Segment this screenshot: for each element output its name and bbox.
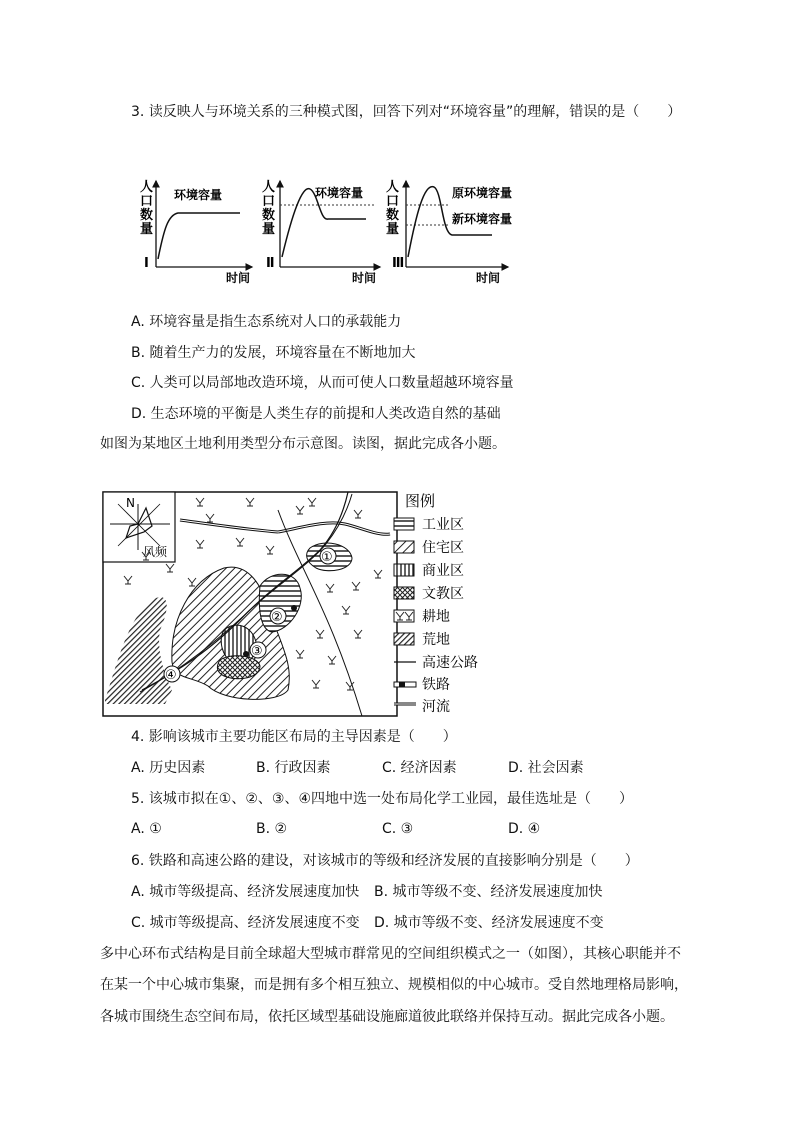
panel-1	[140, 180, 252, 285]
panel-2-ylabel: 人	[262, 180, 276, 195]
q4-option-d: D. 社会因素	[508, 760, 584, 776]
legend-wasteland: 荒地	[422, 632, 450, 648]
panel-3-ylabel: 人	[386, 180, 400, 195]
panel-2-ylabel: 数	[262, 208, 276, 223]
panel-2-xlabel: 时间	[352, 271, 377, 285]
site-label-3: ③	[251, 644, 263, 659]
panel-2	[262, 180, 380, 285]
legend-title: 图例	[405, 492, 436, 510]
panel-3-label-new: 新环境容量	[452, 212, 513, 226]
legend-commercial-swatch	[394, 564, 414, 576]
panel-3	[386, 180, 512, 285]
panel-3-xlabel: 时间	[476, 271, 501, 285]
site-label-2: ②	[271, 610, 283, 625]
panel-1-curve	[158, 213, 240, 259]
map-legend	[394, 492, 478, 715]
q3-option-a: A. 环境容量是指生态系统对人口的承载能力	[131, 314, 402, 330]
panel-1-ylabel: 人	[140, 180, 154, 195]
q3-option-b: B. 随着生产力的发展，环境容量在不断地加大	[131, 345, 416, 361]
panel-1-ylabel: 量	[140, 222, 154, 237]
q6-option-a: A. 城市等级提高、经济发展速度加快	[131, 884, 360, 900]
q5-stem: 5. 该城市拟在①、②、③、④四地中选一处布局化学工业园，最佳选址是（ ）	[131, 791, 634, 807]
panel-2-label: 环境容量	[315, 186, 364, 200]
q4-option-b: B. 行政因素	[256, 760, 331, 776]
q6-options-row1	[131, 883, 691, 901]
panel-3-label-original: 原环境容量	[452, 186, 513, 200]
cultural-educational-area	[217, 656, 260, 679]
intro-paragraph-2-line-3: 各城市围绕生态空间布局，依托区域型基础设施廊道彼此联络并保持互动。据此完成各小题。	[100, 1009, 674, 1025]
north-label: N	[126, 496, 135, 510]
legend-farmland: 耕地	[422, 609, 450, 625]
q6-stem: 6. 铁路和高速公路的建设，对该城市的等级和经济发展的直接影响分别是（ ）	[131, 853, 639, 869]
q3-option-d: D. 生态环境的平衡是人类生存的前提和人类改造自然的基础	[131, 406, 501, 422]
legend-education: 文教区	[422, 586, 464, 602]
panel-3-roman: Ⅲ	[392, 256, 405, 271]
site-label-4: ④	[165, 668, 177, 683]
q4-stem: 4. 影响该城市主要功能区布局的主导因素是（ ）	[131, 729, 457, 745]
q4-option-c: C. 经济因素	[382, 760, 457, 776]
q6-option-c: C. 城市等级提高、经济发展速度不变	[131, 915, 360, 931]
legend-commercial: 商业区	[422, 563, 464, 579]
panel-3-ylabel: 口	[386, 194, 400, 209]
panel-1-ylabel: 数	[140, 208, 154, 223]
panel-1-roman: Ⅰ	[144, 256, 149, 271]
legend-highway: 高速公路	[422, 655, 478, 671]
q3-option-c: C. 人类可以局部地改造环境，从而可使人口数量超越环境容量	[131, 375, 514, 391]
legend-river: 河流	[422, 699, 450, 715]
legend-industrial-swatch	[394, 518, 414, 530]
panel-1-xlabel: 时间	[226, 271, 251, 285]
q5-option-a: A. ①	[131, 821, 162, 837]
q5-option-d: D. ④	[508, 821, 541, 837]
land-use-map	[100, 490, 500, 720]
q4-option-a: A. 历史因素	[131, 760, 206, 776]
legend-railway: 铁路	[422, 677, 450, 693]
panel-3-ylabel: 量	[386, 222, 400, 237]
q4-options	[131, 759, 691, 777]
q3-stem: 3. 读反映人与环境关系的三种模式图，回答下列对“环境容量”的理解，错误的是（ ）	[131, 104, 682, 120]
panel-2-ylabel: 口	[262, 194, 276, 209]
intro-paragraph-1: 如图为某地区土地利用类型分布示意图。读图，据此完成各小题。	[100, 436, 506, 452]
panel-1-label: 环境容量	[174, 188, 223, 202]
panel-2-roman: Ⅱ	[266, 256, 275, 271]
panel-1-ylabel: 口	[140, 194, 154, 209]
q5-option-b: B. ②	[256, 821, 288, 837]
legend-industrial: 工业区	[422, 517, 464, 533]
panel-2-ylabel: 量	[262, 222, 276, 237]
q6-option-d: D. 城市等级不变、经济发展速度不变	[374, 915, 604, 931]
legend-residential: 住宅区	[422, 540, 464, 556]
q6-options-row2	[131, 914, 691, 932]
wind-frequency-label: 风频	[143, 545, 168, 559]
panel-3-ylabel: 数	[386, 208, 400, 223]
intro-paragraph-2-line-1: 多中心环布式结构是目前全球超大型城市群常见的空间组织模式之一（如图），其核心职能并不	[100, 946, 681, 962]
q5-option-c: C. ③	[382, 821, 414, 837]
site-label-1: ①	[321, 550, 333, 565]
q5-options	[131, 820, 691, 838]
intro-paragraph-2-line-2: 在某一个中心城市集聚，而是拥有多个相互独立、规模相似的中心城市。受自然地理格局影响，	[100, 977, 688, 993]
legend-residential-swatch	[394, 541, 414, 553]
legend-education-swatch	[394, 587, 414, 599]
q6-option-b: B. 城市等级不变、经济发展速度加快	[374, 884, 603, 900]
population-capacity-figure	[130, 175, 520, 287]
legend-wasteland-swatch	[394, 633, 414, 645]
